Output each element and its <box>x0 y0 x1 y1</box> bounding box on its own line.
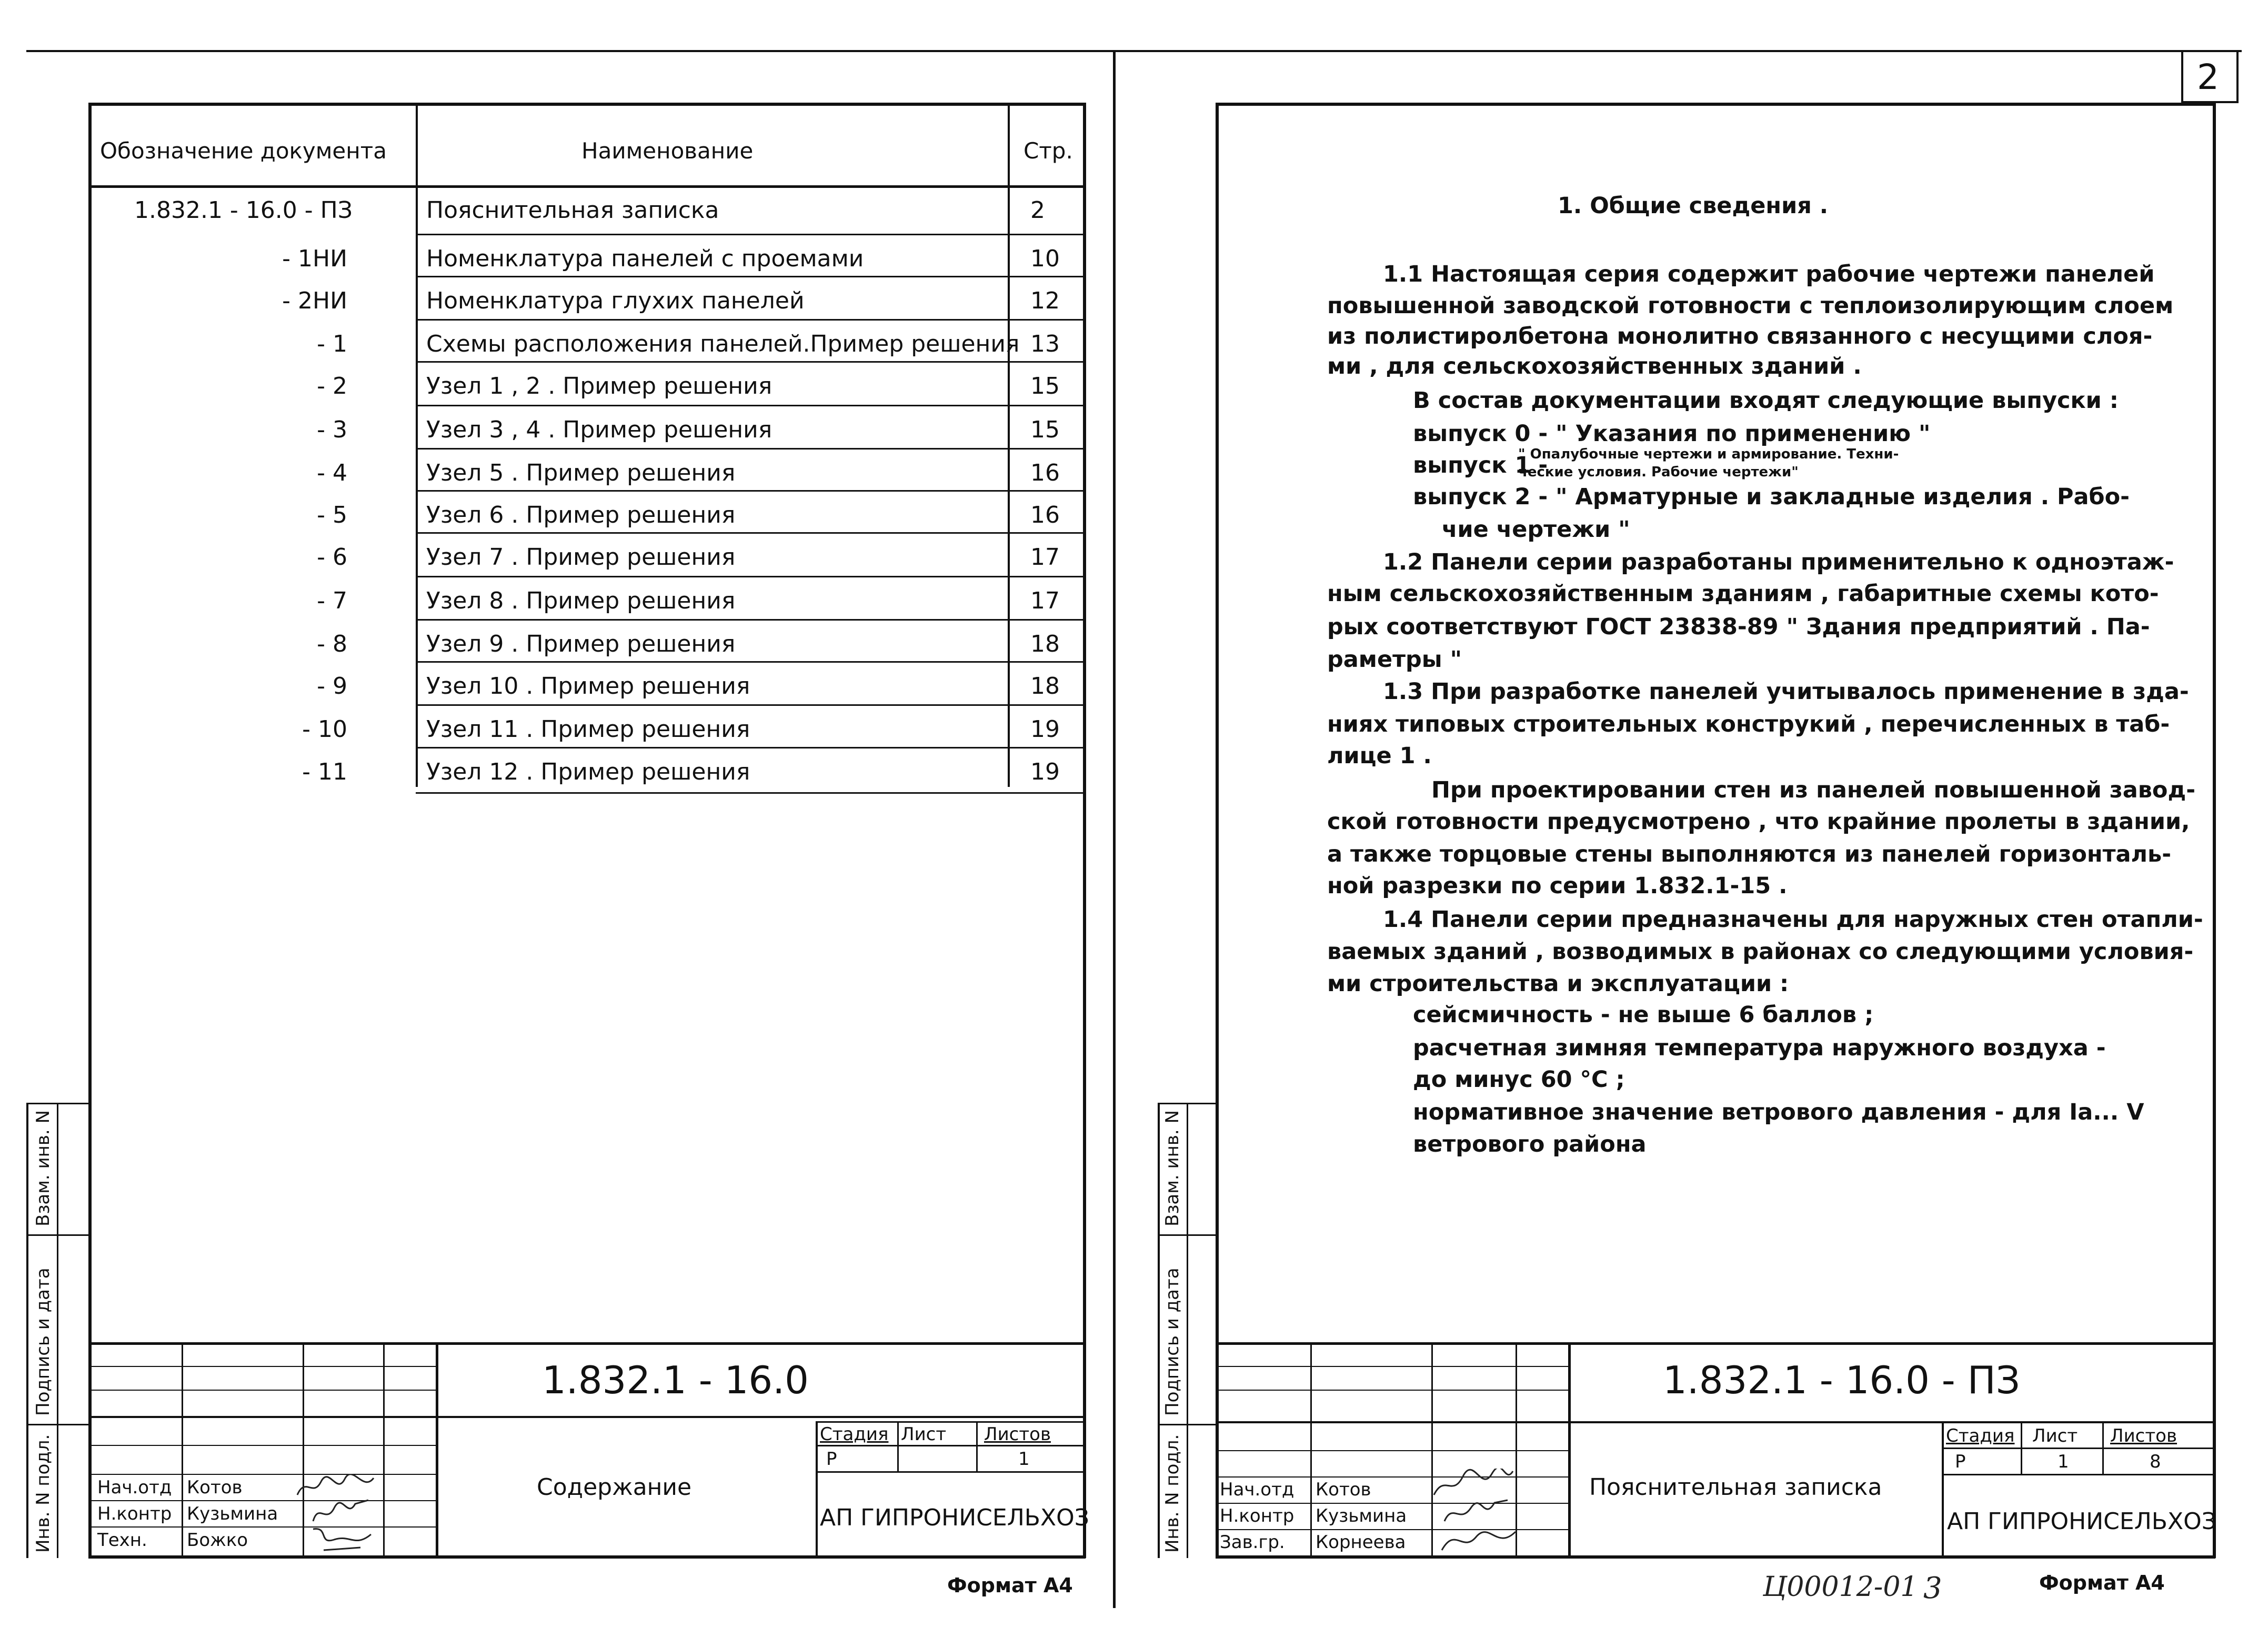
toc-name: Узел 1 , 2 . Пример решения <box>426 373 772 400</box>
doc-title-right: Пояснительная записка <box>1589 1474 1882 1501</box>
side-label-inv-r: Инв. <box>1162 1511 1183 1553</box>
sheets-value-r: 8 <box>2150 1451 2161 1472</box>
body-line: ным сельскохозяйственным зданиям , габаритные схемы кото- <box>1327 581 2159 607</box>
body-line: 1.3 При разработке панелей учитывалось применение в зда- <box>1383 678 2189 705</box>
body-line: раметры " <box>1327 646 1462 673</box>
toc-name: Узел 12 . Пример решения <box>426 758 750 785</box>
person-1: Котов <box>187 1477 243 1498</box>
side-label-original: N подл. <box>33 1434 54 1505</box>
body-line: выпуск 2 - " Арматурные и закладные изделия . Рабо- <box>1413 484 2130 510</box>
body-line: выпуск 1 - <box>1413 452 1548 478</box>
toc-name: Номенклатура глухих панелей <box>426 287 805 314</box>
doc-code-right: 1.832.1 - 16.0 - ПЗ <box>1663 1358 2020 1402</box>
sheet-label-r: Лист <box>2032 1425 2078 1446</box>
body-line: ской готовности предусмотрено , что крайние пролеты в здании, <box>1327 808 2190 835</box>
person-2: Кузьмина <box>187 1503 278 1524</box>
toc-code: 1.832.1 - 16.0 - ПЗ <box>134 197 353 224</box>
toc-name: Узел 5 . Пример решения <box>426 460 736 486</box>
toc-name: Схемы расположения панелей.Пример решения <box>426 331 1020 357</box>
role-1: Нач.отд <box>97 1477 172 1498</box>
signature-left-3 <box>308 1524 376 1553</box>
side-label-inv: Инв. <box>33 1511 54 1553</box>
signature-left-1 <box>295 1474 379 1500</box>
body-line: выпуск 0 - " Указания по применению " <box>1413 421 1931 447</box>
toc-name: Узел 7 . Пример решения <box>426 544 736 571</box>
doc-code: 1.832.1 - 16.0 <box>542 1358 809 1402</box>
role-r2: Н.контр <box>1220 1505 1294 1526</box>
toc-page: 16 <box>1030 460 1060 486</box>
signature-right-2 <box>1442 1498 1510 1526</box>
body-line: ваемых зданий , возводимых в районах со следующими условия- <box>1327 939 2194 965</box>
body-line: из полистиролбетона монолитно связанного с несущими слоя- <box>1327 323 2153 350</box>
toc-name: Номенклатура панелей с проемами <box>426 245 864 272</box>
toc-name: Узел 3 , 4 . Пример решения <box>426 416 772 443</box>
toc-code: - 10 <box>302 716 347 743</box>
side-label-signature-r: Подпись и дата <box>1162 1267 1183 1416</box>
body-line: При проектировании стен из панелей повышенной завод- <box>1431 777 2196 803</box>
stage-label-r: Стадия <box>1946 1425 2015 1446</box>
toc-code: - 1 <box>317 331 347 357</box>
header-page: Стр. <box>1023 138 1073 164</box>
toc-code: - 2 <box>317 373 347 400</box>
toc-page: 15 <box>1030 416 1060 443</box>
role-3: Техн. <box>97 1530 147 1551</box>
body-line: рых соответствуют ГОСТ 23838-89 " Здания предприятий . Па- <box>1327 614 2150 640</box>
side-label-replace: Взам. инв. N <box>33 1110 54 1226</box>
format-label-left: Формат А4 <box>947 1574 1073 1597</box>
toc-page: 15 <box>1030 373 1060 400</box>
body-line: ниях типовых строительных конструкий , перечисленных в таб- <box>1327 711 2170 737</box>
toc-code: - 5 <box>317 502 347 528</box>
page-divider <box>1113 50 1116 1608</box>
sheets-label: Листов <box>984 1424 1051 1445</box>
person-r3: Корнеева <box>1316 1532 1406 1553</box>
bottom-code: Ц00012-01 <box>1763 1571 1918 1603</box>
toc-name: Узел 8 . Пример решения <box>426 587 736 614</box>
signature-right-1 <box>1431 1469 1516 1500</box>
toc-page: 18 <box>1030 673 1060 700</box>
body-line: а также торцовые стены выполняются из панелей горизонталь- <box>1327 841 2172 867</box>
header-name: Наименование <box>581 138 754 164</box>
toc-name: Узел 10 . Пример решения <box>426 673 750 700</box>
body-line: ветрового района <box>1413 1131 1647 1157</box>
toc-page: 2 <box>1030 197 1045 224</box>
toc-name: Узел 11 . Пример решения <box>426 716 750 743</box>
toc-page: 18 <box>1030 631 1060 657</box>
body-line: нормативное значение ветрового давления - для Iа... V <box>1413 1099 2144 1125</box>
stage-label: Стадия <box>820 1424 889 1445</box>
header-designation: Обозначение документа <box>100 138 387 164</box>
body-line: ческие условия. Рабочие чертежи" <box>1518 464 1799 480</box>
toc-code: - 9 <box>317 673 347 700</box>
body-line: до минус 60 °С ; <box>1413 1066 1625 1093</box>
toc-name: Узел 9 . Пример решения <box>426 631 736 657</box>
toc-code: - 2НИ <box>282 287 347 314</box>
toc-page: 10 <box>1030 245 1060 272</box>
body-line: расчетная зимняя температура наружного воздуха - <box>1413 1035 2106 1061</box>
doc-title: Содержание <box>537 1474 692 1501</box>
stage-value-r: Р <box>1955 1451 1966 1472</box>
body-line: чие чертежи " <box>1442 516 1630 543</box>
signature-left-2 <box>310 1498 374 1526</box>
person-3: Божко <box>187 1530 248 1551</box>
stage-value: Р <box>826 1449 837 1470</box>
toc-page: 17 <box>1030 587 1060 614</box>
org-name: АП ГИПРОНИСЕЛЬХОЗ <box>820 1504 1089 1531</box>
body-line: ми , для сельскохозяйственных зданий . <box>1327 353 1862 380</box>
body-line: " Опалубочные чертежи и армирование. Техни- <box>1518 446 1899 462</box>
toc-page: 13 <box>1030 331 1060 357</box>
body-line: повышенной заводской готовности с теплоизолирующим слоем <box>1327 293 2174 319</box>
toc-code: - 6 <box>317 544 347 571</box>
body-line: лице 1 . <box>1327 743 1432 769</box>
side-label-original-r: N подл. <box>1162 1434 1183 1505</box>
role-r1: Нач.отд <box>1220 1479 1294 1500</box>
sheets-value: 1 <box>1018 1449 1030 1470</box>
side-label-replace-r: Взам. инв. N <box>1162 1110 1183 1226</box>
body-line: 1.1 Настоящая серия содержит рабочие чертежи панелей <box>1383 261 2155 287</box>
body-line: сейсмичность - не выше 6 баллов ; <box>1413 1002 1874 1028</box>
signature-right-3 <box>1439 1524 1518 1555</box>
toc-name: Пояснительная записка <box>426 197 719 224</box>
role-r3: Зав.гр. <box>1220 1532 1285 1553</box>
person-r2: Кузьмина <box>1316 1505 1407 1526</box>
sheet-number: 2 <box>2197 57 2219 97</box>
body-line: 1.2 Панели серии разработаны применительно к одноэтаж- <box>1383 549 2174 575</box>
sheet-label: Лист <box>901 1424 947 1445</box>
toc-code: - 8 <box>317 631 347 657</box>
toc-name: Узел 6 . Пример решения <box>426 502 736 528</box>
org-name-right: АП ГИПРОНИСЕЛЬХОЗ <box>1947 1508 2216 1535</box>
sheets-label-r: Листов <box>2110 1425 2177 1446</box>
toc-page: 12 <box>1030 287 1060 314</box>
body-line: ми строительства и эксплуатации : <box>1327 971 1789 997</box>
sheet-value-r: 1 <box>2058 1451 2069 1472</box>
toc-page: 16 <box>1030 502 1060 528</box>
toc-page: 19 <box>1030 716 1060 743</box>
body-line: ной разрезки по серии 1.832.1-15 . <box>1327 873 1788 899</box>
toc-code: - 7 <box>317 587 347 614</box>
toc-code: - 3 <box>317 416 347 443</box>
toc-code: - 11 <box>302 758 347 785</box>
role-2: Н.контр <box>97 1503 172 1524</box>
toc-code: - 4 <box>317 460 347 486</box>
side-label-signature: Подпись и дата <box>33 1267 54 1416</box>
toc-code: - 1НИ <box>282 245 347 272</box>
toc-page: 19 <box>1030 758 1060 785</box>
body-line: В состав документации входят следующие выпуски : <box>1413 387 2119 414</box>
format-label-right: Формат А4 <box>2039 1571 2165 1594</box>
top-rule <box>26 50 2242 52</box>
bottom-num: 3 <box>1923 1571 1942 1605</box>
body-line: 1.4 Панели серии предназначены для наружных стен отапли- <box>1383 906 2203 933</box>
toc-page: 17 <box>1030 544 1060 571</box>
section-heading: 1. Общие сведения . <box>1558 193 1829 219</box>
person-r1: Котов <box>1316 1479 1371 1500</box>
